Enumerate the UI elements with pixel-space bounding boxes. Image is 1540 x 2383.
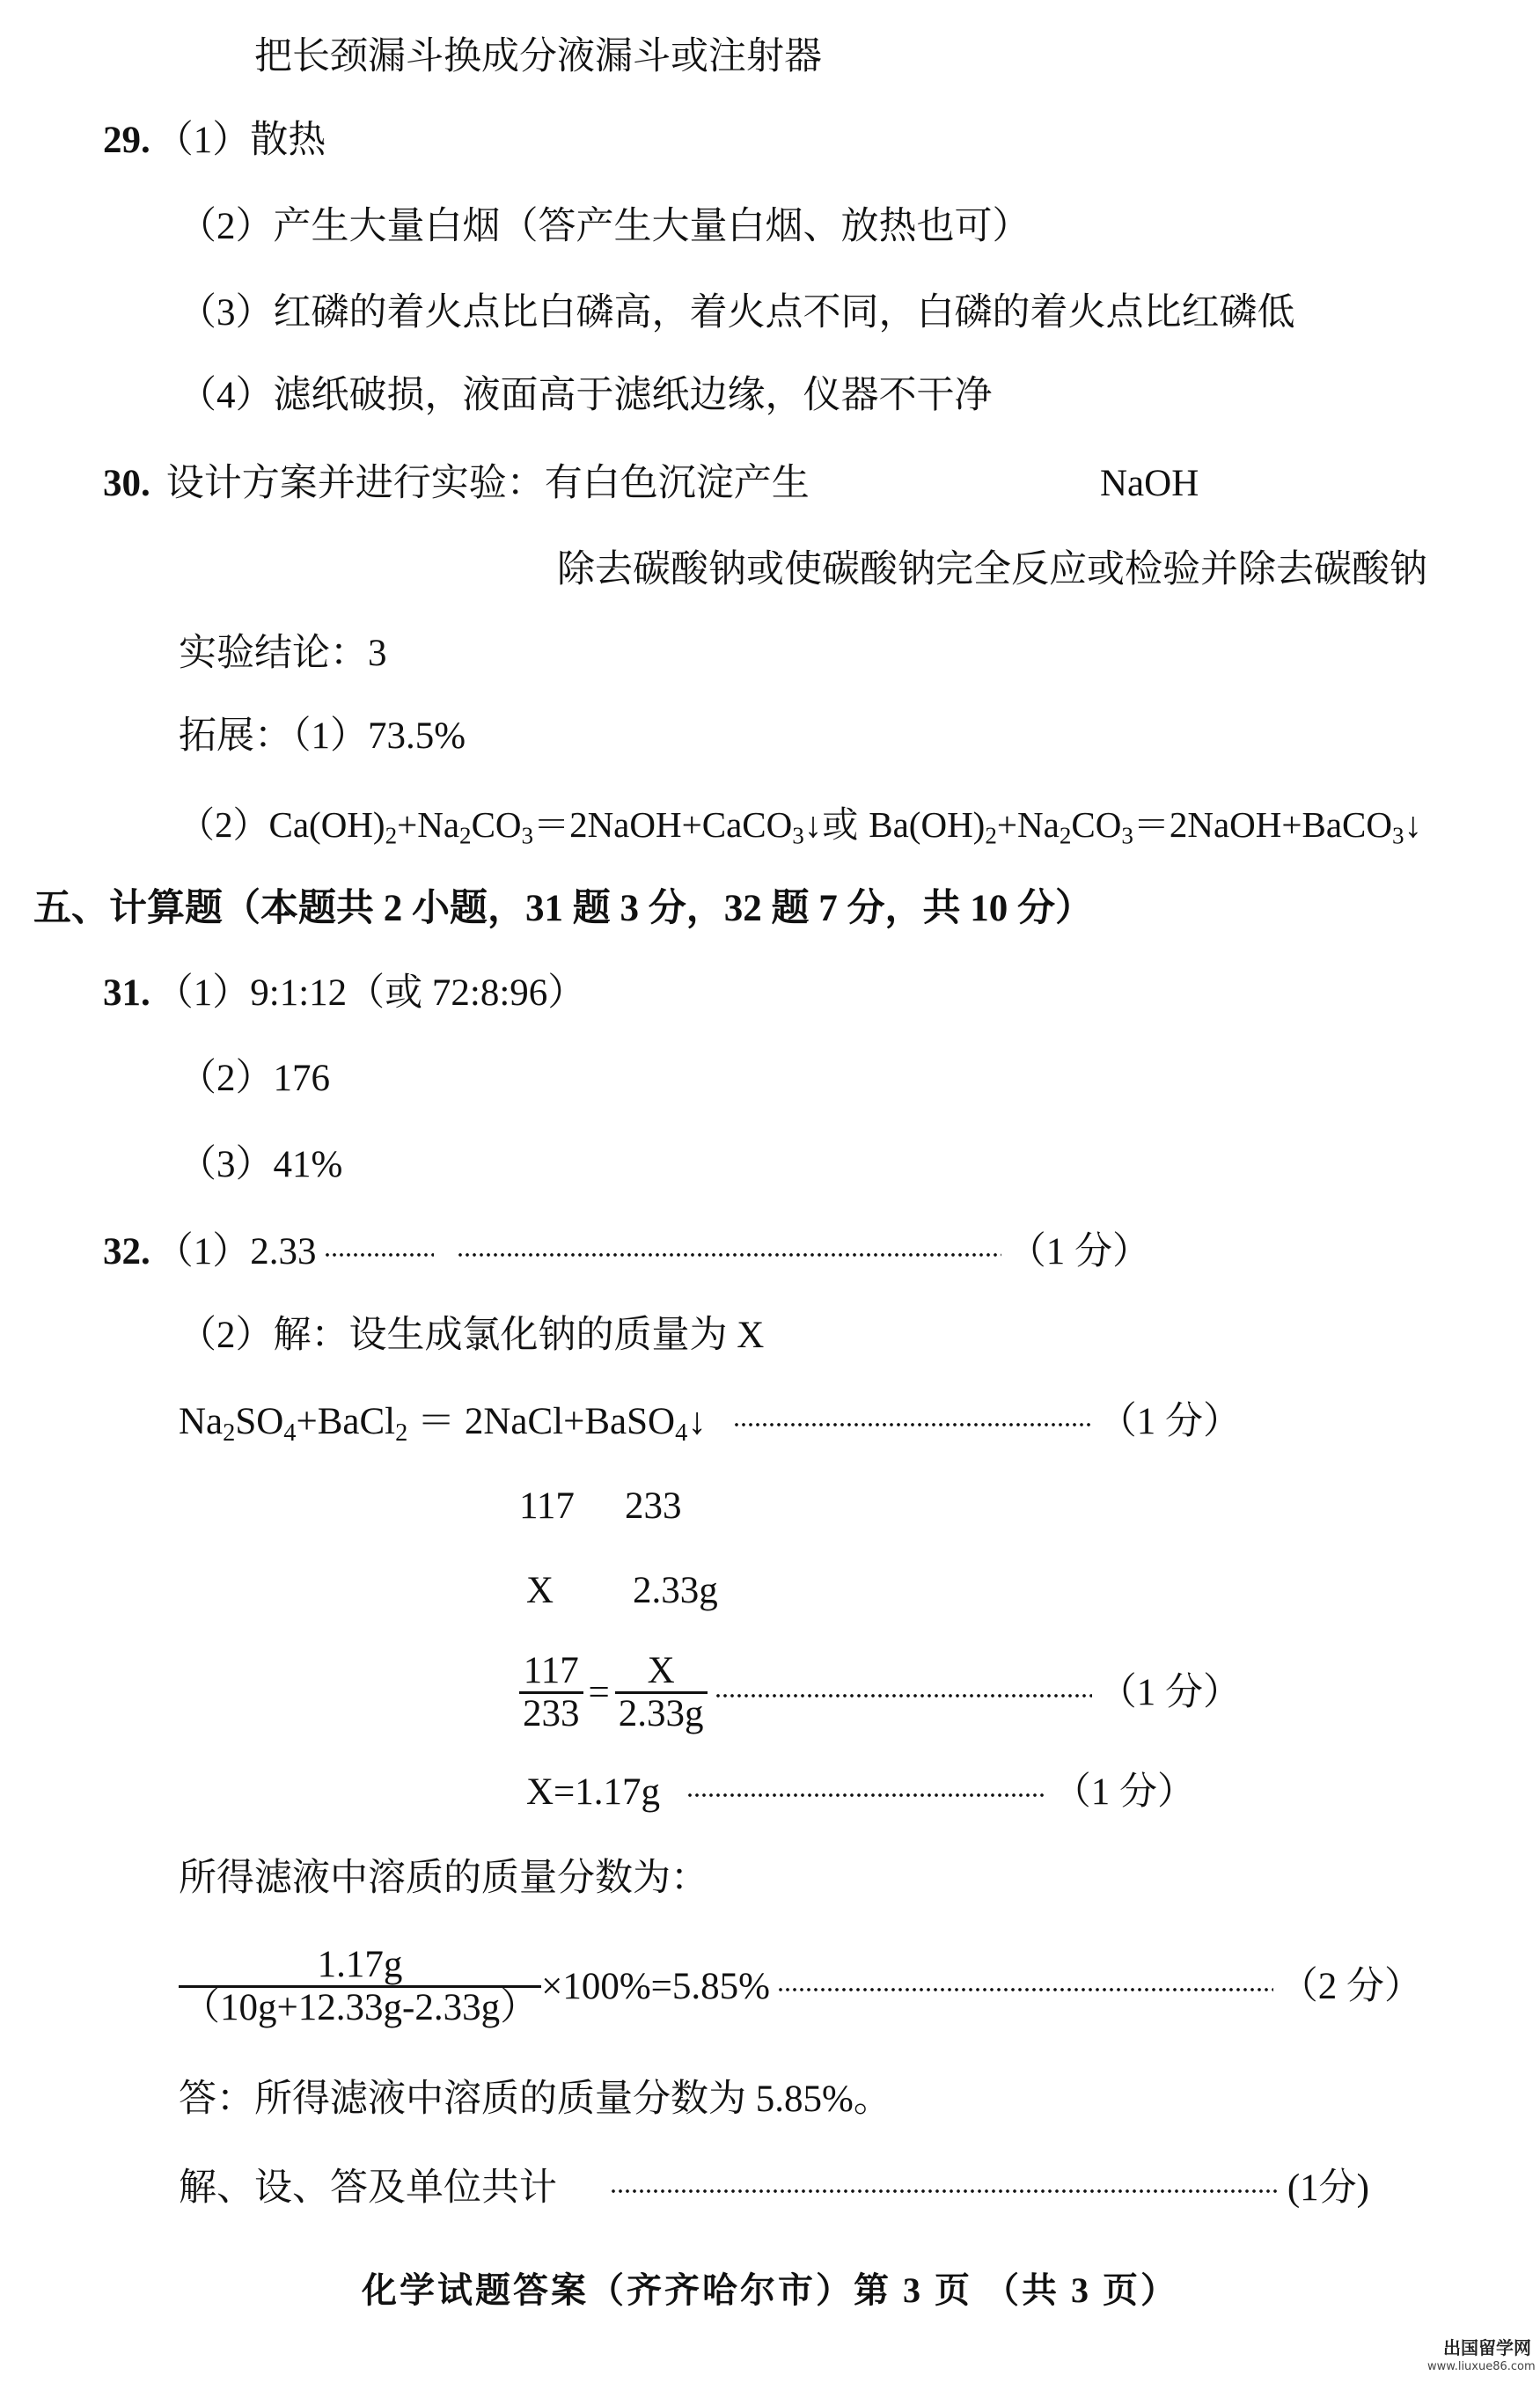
formula-text: Ba(OH): [869, 804, 986, 845]
watermark-url: www.liuxue86.com: [1427, 2360, 1536, 2373]
formula-text: ＝2NaOH+BaCO: [1133, 804, 1392, 845]
formula-subscript: 3: [1121, 822, 1133, 849]
score-mark: （1 分）: [1052, 1771, 1195, 1813]
mass-fraction: [179, 1945, 541, 2028]
formula-subscript: 2: [395, 1419, 408, 1447]
q32-part-1: [103, 1229, 1150, 1275]
left-fraction: [519, 1651, 583, 1734]
q30-design-line: [103, 461, 810, 507]
page-footer: 化学试题答案（齐齐哈尔市）第 3 页 （共 3 页）: [362, 2270, 1178, 2310]
q30-reagent: NaOH: [1100, 463, 1199, 504]
chemical-equation-a: [268, 804, 823, 849]
q31-part-3: （3）41%: [179, 1144, 343, 1185]
score-mark: （1 分）: [1098, 1671, 1241, 1713]
section-heading: 五、计算题（本题共 2 小题，31 题 3 分，32 题 7 分，共 10 分）: [33, 888, 1093, 929]
formula-subscript: 2: [385, 822, 398, 849]
q30-purpose: 除去碳酸钠或使碳酸钠完全反应或检验并除去碳酸钠: [557, 549, 1427, 590]
dot-leader: [777, 1987, 1273, 1992]
conclusion-label: 实验结论：: [179, 633, 368, 674]
question-number: 31.: [103, 972, 150, 1014]
question-number: 32.: [103, 1231, 150, 1272]
q31-part-2: （2）176: [179, 1058, 330, 1099]
fraction-numerator: 117: [523, 1650, 579, 1691]
score-mark: （1 分）: [1008, 1231, 1150, 1272]
fraction-denominator: （10g+12.33g-2.33g）: [182, 1987, 539, 2028]
mass-unknown: X: [526, 1570, 554, 1611]
design-label: 设计方案并进行实验：: [165, 463, 545, 504]
formula-subscript: 2: [223, 1419, 236, 1447]
fraction-intro: 所得滤液中溶质的质量分数为：: [179, 1858, 708, 1899]
formula-subscript: 4: [283, 1419, 297, 1447]
formula-text: ↓: [1404, 804, 1423, 845]
mass-fraction-row: [179, 1945, 1422, 2028]
scoring-note-row: [179, 2166, 1369, 2211]
fraction-numerator: X: [647, 1650, 675, 1691]
q32-part-2-intro: （2）解：设生成氯化钠的质量为 X: [179, 1315, 765, 1356]
extension-label: 拓展：: [179, 715, 292, 757]
score-mark: （2 分）: [1280, 1965, 1422, 2007]
extension-part-1: （1）73.5%: [292, 715, 466, 757]
fraction-denominator: 2.33g: [618, 1693, 704, 1734]
formula-text: +BaCl: [296, 1401, 396, 1442]
formula-text: CO: [471, 804, 522, 845]
formula-text: Na: [179, 1401, 224, 1442]
fraction-denominator: 233: [523, 1693, 580, 1734]
chemical-equation-b: [869, 804, 1423, 849]
chemical-equation: [179, 1399, 707, 1445]
formula-subscript: 2: [459, 822, 472, 849]
q28-continuation: 把长颈漏斗换成分液漏斗或注射器: [254, 36, 822, 77]
formula-subscript: 3: [792, 822, 804, 849]
dot-leader: [610, 2189, 1280, 2194]
formula-text: SO: [235, 1401, 284, 1442]
fraction-numerator: 1.17g: [317, 1944, 403, 1985]
answer-text: （1）散热: [155, 120, 326, 161]
formula-text: ↓: [803, 804, 823, 845]
molar-mass-baso4: 233: [625, 1485, 682, 1527]
dot-leader: [715, 1693, 1092, 1698]
formula-text: ＝ 2NaCl+BaSO: [407, 1401, 676, 1442]
dot-leader: [324, 1252, 434, 1257]
q29-part-1: [103, 118, 326, 164]
answer-text: （1）9:1:12（或 72:8:96）: [155, 972, 586, 1014]
observation-text: 有白色沉淀产生: [544, 463, 810, 504]
q29-part-3: （3）红磷的着火点比白磷高，着火点不同，白磷的着火点比红磷低: [179, 292, 1295, 334]
formula-subscript: 2: [1059, 822, 1072, 849]
formula-text: CO: [1071, 804, 1122, 845]
fraction-tail: ×100%=5.85%: [541, 1965, 770, 2007]
q30-extension-2: [179, 802, 1422, 847]
q30-conclusion: [179, 631, 387, 677]
connector-text: 或: [822, 804, 859, 845]
dot-leader: [733, 1422, 1092, 1427]
score-mark: (1分): [1287, 2167, 1369, 2209]
result-text: X=1.17g: [526, 1771, 661, 1813]
q29-part-4: （4）滤纸破损，液面高于滤纸边缘，仪器不干净: [179, 375, 993, 416]
formula-subscript: 2: [985, 822, 997, 849]
q32-equation-row: [179, 1399, 1241, 1445]
formula-text: +Na: [996, 804, 1060, 845]
formula-text: ＝2NaOH+CaCO: [533, 804, 793, 845]
formula-text: ↓: [687, 1401, 707, 1442]
mass-baso4: 2.33g: [633, 1570, 718, 1611]
score-mark: （1 分）: [1098, 1401, 1241, 1442]
formula-subscript: 4: [675, 1419, 688, 1447]
watermark-logo-text: 出国留学网: [1443, 2337, 1531, 2358]
q31-part-1: [103, 971, 585, 1016]
question-number: 29.: [103, 120, 150, 161]
formula-text: +Na: [397, 804, 460, 845]
proportion-row: [519, 1651, 1241, 1734]
extension-part-2-label: （2）: [179, 804, 269, 845]
scoring-note-text: 解、设、答及单位共计: [179, 2167, 557, 2209]
formula-subscript: 3: [521, 822, 534, 849]
dot-leader: [686, 1793, 1046, 1798]
dot-leader: [457, 1252, 1001, 1257]
conclusion-value: 3: [368, 633, 387, 674]
formula-text: Ca(OH): [268, 804, 385, 845]
q29-part-2: （2）产生大量白烟（答产生大量白烟、放热也可）: [179, 206, 1030, 247]
result-row: [526, 1770, 1195, 1815]
question-number: 30.: [103, 463, 150, 504]
q30-extension-1: [179, 714, 466, 759]
molar-mass-nacl: 117: [519, 1485, 575, 1527]
right-fraction: [615, 1651, 708, 1734]
formula-subscript: 3: [1392, 822, 1404, 849]
final-answer: 答：所得滤液中溶质的质量分数为 5.85%。: [179, 2079, 891, 2120]
answer-text: （1）2.33: [155, 1231, 317, 1272]
equals-sign: =: [588, 1671, 610, 1713]
